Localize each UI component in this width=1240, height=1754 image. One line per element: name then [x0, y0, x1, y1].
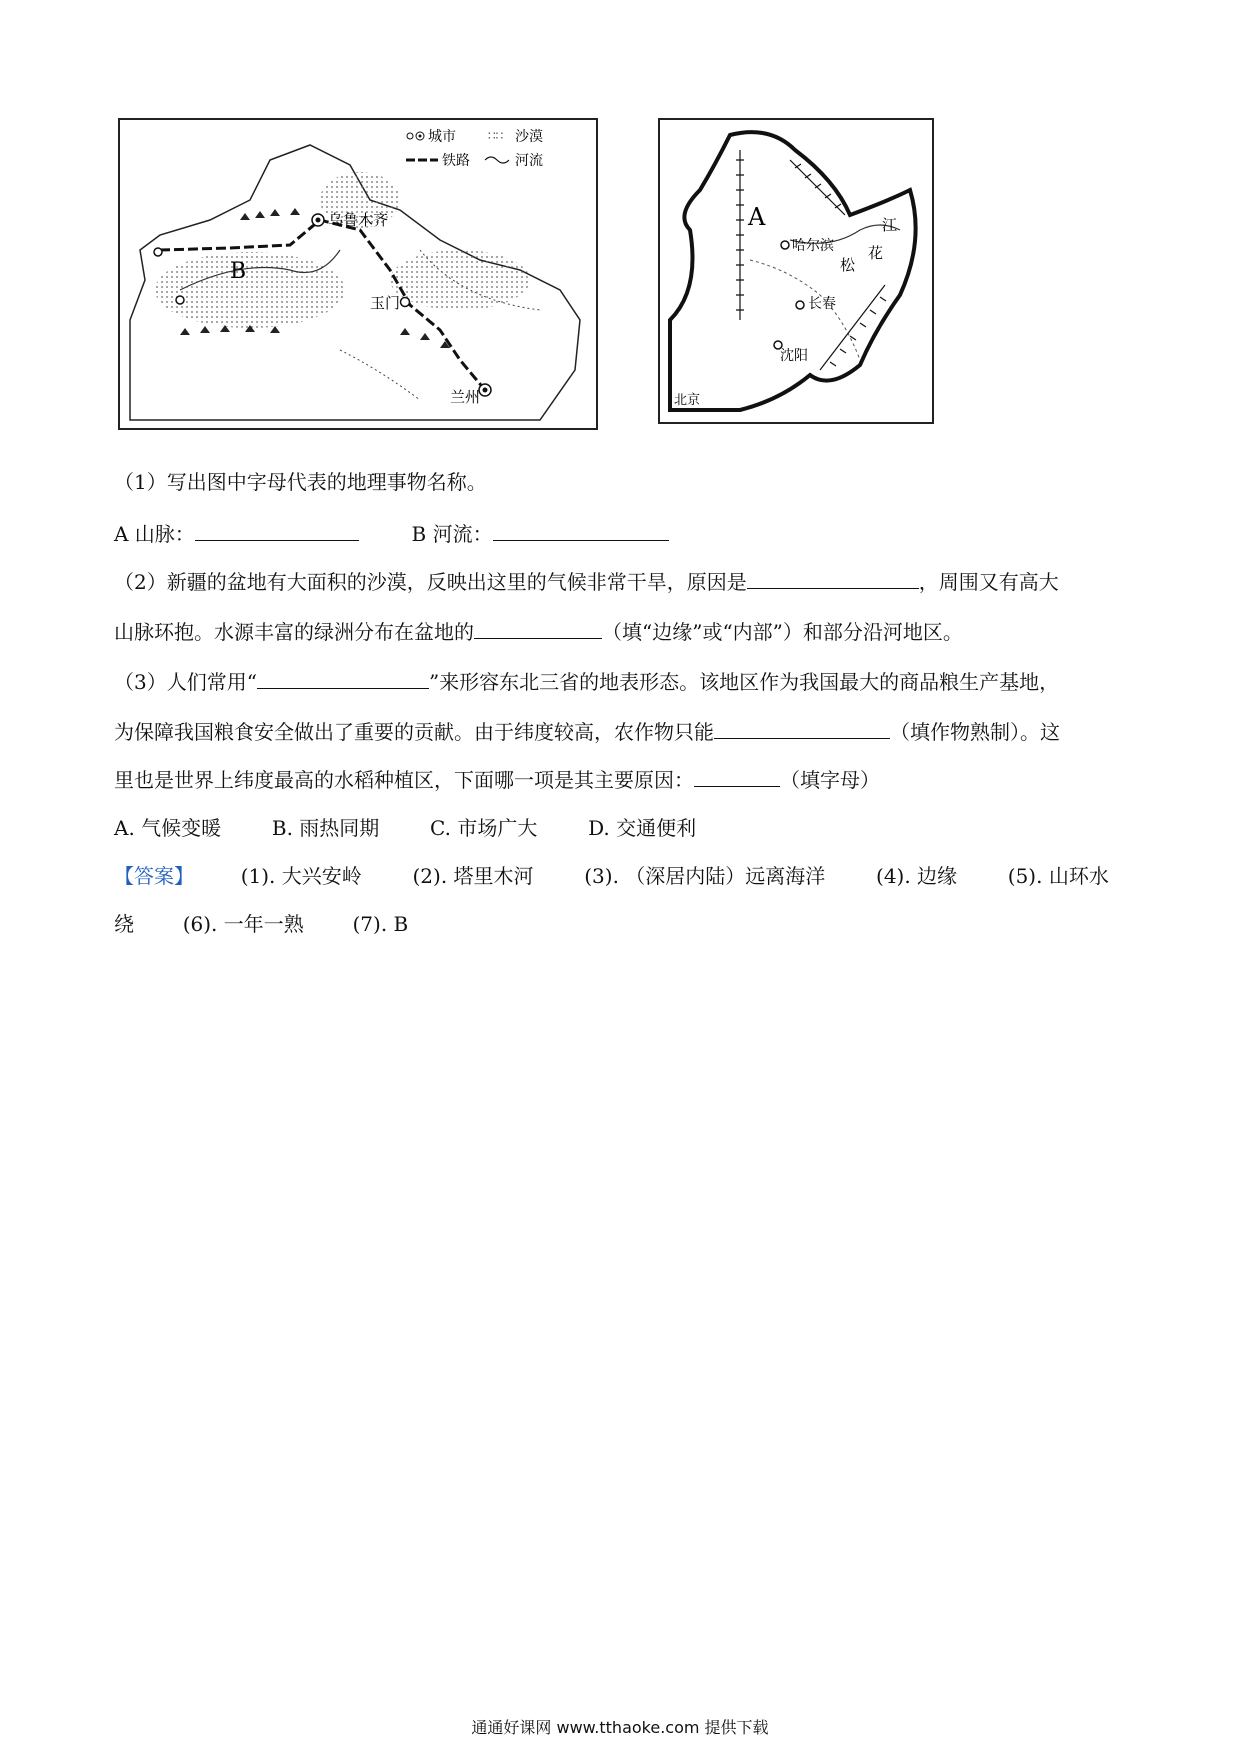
answer-3: (3). （深居内陆）远离海洋 [584, 864, 826, 888]
label-song: 松 [840, 256, 856, 274]
q2-line1-text-b: ，周围又有高大 [918, 570, 1059, 594]
answer-5a: (5). 山环水 [1007, 864, 1109, 888]
answer-tag: 【答案】 [114, 864, 194, 888]
label-yumen: 玉门 [370, 294, 401, 312]
q3-line3-text-b: （填字母） [780, 768, 880, 792]
q3-line3 [114, 766, 880, 792]
option-c[interactable]: C. 市场广大 [430, 816, 538, 840]
q3-line2-text-a: 为保障我国粮食安全做出了重要的贡献。由于纬度较高，农作物只能 [114, 720, 714, 744]
q1-answers-line [114, 520, 669, 546]
option-a[interactable]: A. 气候变暖 [114, 816, 222, 840]
q3-line2 [114, 718, 1060, 744]
q3-reason-blank[interactable] [694, 766, 780, 787]
q2-line1 [114, 568, 1059, 594]
svg-text:∷∷: ∷∷ [488, 129, 504, 143]
label-harbin: 哈尔滨 [792, 238, 834, 254]
q2-line2-text-a: 山脉环抱。水源丰富的绿洲分布在盆地的 [114, 620, 474, 644]
yumen-city-symbol [401, 298, 410, 307]
label-a: A [748, 203, 766, 231]
northwest-map [118, 118, 598, 430]
answer-1: (1). 大兴安岭 [240, 864, 362, 888]
answer-2: (2). 塔里木河 [412, 864, 534, 888]
label-jiang: 江 [882, 216, 898, 234]
label-changchun: 长春 [808, 296, 836, 312]
answer-5b: 绕 [114, 912, 134, 936]
legend-railway: 铁路 [442, 153, 470, 169]
q2-line2 [114, 618, 963, 644]
answer-7: (7). B [352, 912, 409, 936]
q3-line2-text-b: （填作物熟制）。这 [890, 720, 1060, 744]
northeast-map [658, 118, 934, 424]
q3-line1 [114, 668, 1059, 694]
q1-a-blank[interactable] [195, 520, 359, 541]
q1-prompt: （1）写出图中字母代表的地理事物名称。 [114, 470, 487, 494]
q3-line3-text-a: 里也是世界上纬度最高的水稻种植区，下面哪一项是其主要原因： [114, 768, 694, 792]
q1-b-blank[interactable] [493, 520, 669, 541]
northwest-map-drawing [120, 120, 596, 428]
q3-cropping-blank[interactable] [714, 718, 890, 739]
q1-b-label: B 河流： [411, 522, 493, 546]
q2-reason-blank[interactable] [747, 568, 919, 589]
q2-oasis-blank[interactable] [474, 618, 602, 639]
q2-line2-text-b: （填“边缘”或“内部”）和部分沿河地区。 [602, 620, 963, 644]
label-hua: 花 [868, 244, 884, 262]
page-footer: 通通好课网 www.tthaoke.com 提供下载 [471, 1718, 769, 1737]
answer-line2 [114, 912, 408, 936]
label-beijing: 北京 [674, 393, 701, 408]
label-b: B [230, 259, 247, 284]
legend-desert: 沙漠 [515, 129, 543, 145]
northeast-map-drawing [660, 120, 932, 422]
label-shenyang: 沈阳 [780, 348, 808, 364]
option-d[interactable]: D. 交通便利 [588, 816, 697, 840]
q2-line1-text-a: （2）新疆的盆地有大面积的沙漠，反映出这里的气候非常干旱，原因是 [114, 570, 747, 594]
legend-river: 河流 [515, 153, 543, 169]
q3-line1-text-b: ”来形容东北三省的地表形态。该地区作为我国最大的商品粮生产基地， [428, 670, 1060, 694]
label-urumqi: 乌鲁木齐 [328, 211, 389, 229]
option-b[interactable]: B. 雨热同期 [271, 816, 380, 840]
label-lanzhou: 兰州 [450, 388, 481, 406]
q1-a-label: A 山脉： [114, 522, 195, 546]
q3-line1-text-a: （3）人们常用“ [114, 670, 257, 694]
legend-city: 城市 [428, 129, 456, 145]
q3-options [114, 816, 696, 840]
answer-4: (4). 边缘 [876, 864, 958, 888]
northeast-border [670, 132, 916, 410]
answer-line1 [114, 864, 1109, 888]
answer-6: (6). 一年一熟 [182, 912, 304, 936]
mountain-symbols [736, 150, 886, 370]
map-legend [406, 129, 543, 169]
q3-landform-blank[interactable] [257, 668, 429, 689]
